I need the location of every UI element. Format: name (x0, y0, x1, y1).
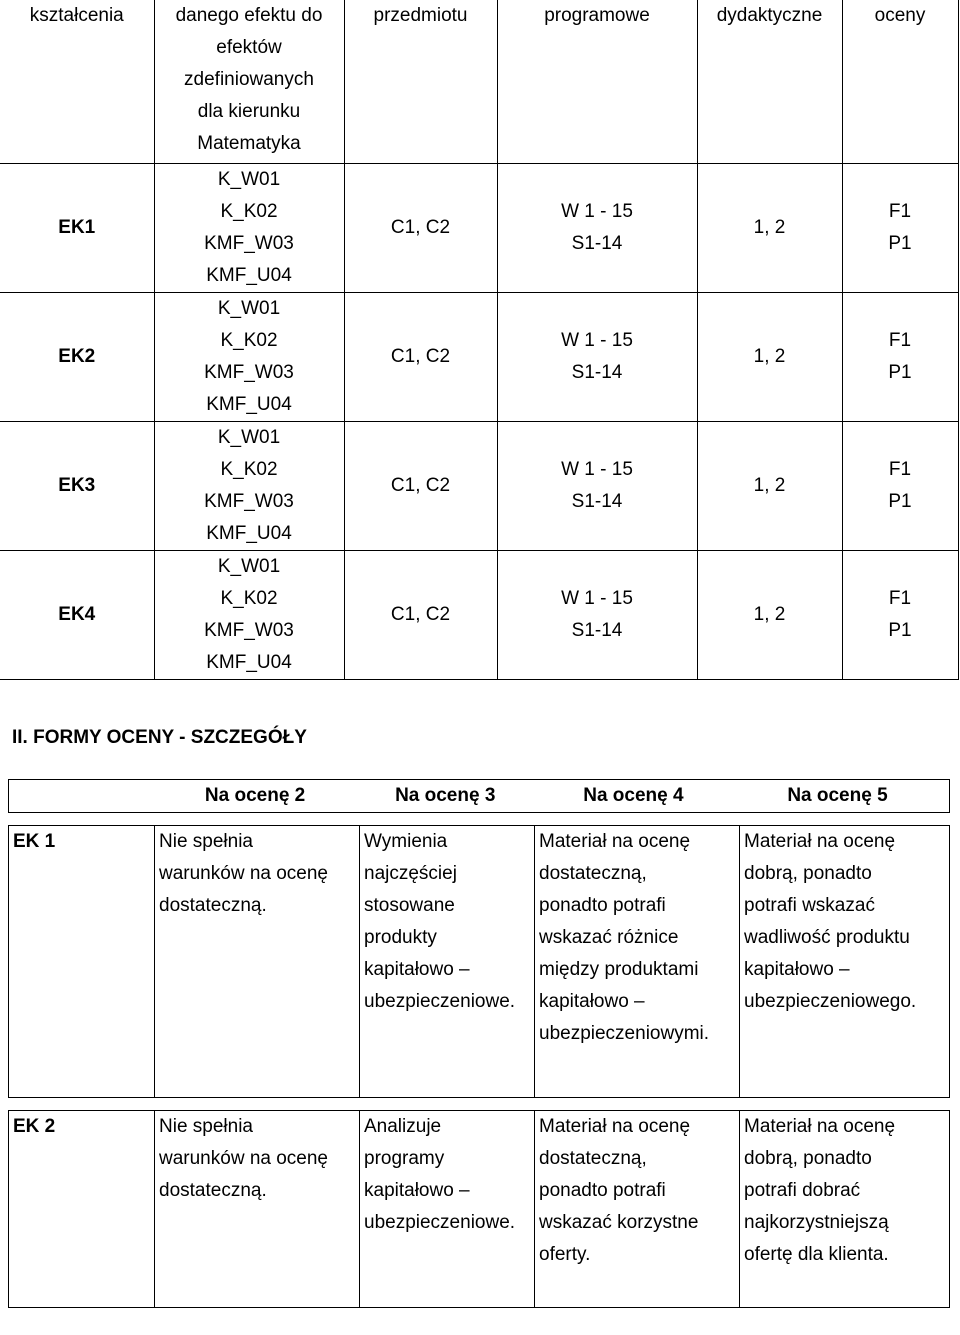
goals-cell: C1, C2 (344, 163, 497, 292)
grade-header-5: Na ocenę 5 (787, 785, 888, 806)
table-row (9, 826, 950, 1098)
grade-header-2: Na ocenę 2 (204, 785, 306, 806)
effects-cell: K_W01 K_K02 KMF_W03 KMF_U04 (154, 163, 344, 292)
header-przedmiotu: przedmiotu (344, 0, 497, 163)
goals-cell: C1, C2 (344, 550, 497, 679)
grade-5-cell: Materiał na ocenę dobrą, ponadto potrafi wskazać wadliwość produktu kapitałowo – ubezpieczeniowego. (740, 826, 950, 1098)
assessment-cell: F1 P1 (842, 292, 958, 421)
effects-cell: K_W01 K_K02 KMF_W03 KMF_U04 (154, 421, 344, 550)
assessment-cell: F1 P1 (842, 550, 958, 679)
ek-label: EK 1 (9, 826, 155, 1098)
content-cell: W 1 - 15 S1-14 (497, 292, 697, 421)
goals-cell: C1, C2 (344, 421, 497, 550)
effects-table-header (0, 0, 958, 163)
table-row (0, 550, 958, 679)
tools-cell: 1, 2 (697, 550, 842, 679)
header-oceny: oceny (842, 0, 958, 163)
grading-table (8, 779, 950, 1308)
grade-4-cell: Materiał na ocenę dostateczną, ponadto potrafi wskazać korzystne oferty. (535, 1111, 740, 1308)
content-cell: W 1 - 15 S1-14 (497, 163, 697, 292)
ek-label: EK4 (0, 550, 154, 679)
grade-2-cell: Nie spełnia warunków na ocenę dostateczną. (155, 1111, 360, 1308)
header-efektow-kierunkowych: danego efektu do efektów zdefiniowanych dla kierunku Matematyka (154, 0, 344, 163)
grade-2-cell: Nie spełnia warunków na ocenę dostateczną. (155, 826, 360, 1098)
ek-label: EK2 (0, 292, 154, 421)
content-cell: W 1 - 15 S1-14 (497, 550, 697, 679)
header-programowe: programowe (497, 0, 697, 163)
header-ksztalcenia: kształcenia (0, 0, 154, 163)
goals-cell: C1, C2 (344, 292, 497, 421)
grade-header-3: Na ocenę 3 (395, 785, 496, 806)
section-title: II. FORMY OCENY - SZCZEGÓŁY (12, 727, 307, 748)
grading-header (9, 780, 950, 813)
assessment-cell: F1 P1 (842, 163, 958, 292)
assessment-cell: F1 P1 (842, 421, 958, 550)
ek-label: EK1 (0, 163, 154, 292)
content-cell: W 1 - 15 S1-14 (497, 421, 697, 550)
grade-header-4: Na ocenę 4 (583, 785, 684, 806)
ek-label: EK 2 (9, 1111, 155, 1308)
tools-cell: 1, 2 (697, 292, 842, 421)
table-row (9, 1111, 950, 1308)
table-row (0, 421, 958, 550)
table-row (0, 292, 958, 421)
grade-4-cell: Materiał na ocenę dostateczną, ponadto potrafi wskazać różnice między produktami kapitałowo – ubezpieczeniowymi. (535, 826, 740, 1098)
grade-3-cell: Analizuje programy kapitałowo – ubezpieczeniowe. (360, 1111, 535, 1308)
grade-5-cell: Materiał na ocenę dobrą, ponadto potrafi dobrać najkorzystniejszą ofertę dla klienta. (740, 1111, 950, 1308)
tools-cell: 1, 2 (697, 163, 842, 292)
header-dydaktyczne: dydaktyczne (697, 0, 842, 163)
tools-cell: 1, 2 (697, 421, 842, 550)
effects-cell: K_W01 K_K02 KMF_W03 KMF_U04 (154, 550, 344, 679)
ek-label: EK3 (0, 421, 154, 550)
effects-cell: K_W01 K_K02 KMF_W03 KMF_U04 (154, 292, 344, 421)
table-row (0, 163, 958, 292)
grade-3-cell: Wymienia najczęściej stosowane produkty kapitałowo – ubezpieczeniowe. (360, 826, 535, 1098)
